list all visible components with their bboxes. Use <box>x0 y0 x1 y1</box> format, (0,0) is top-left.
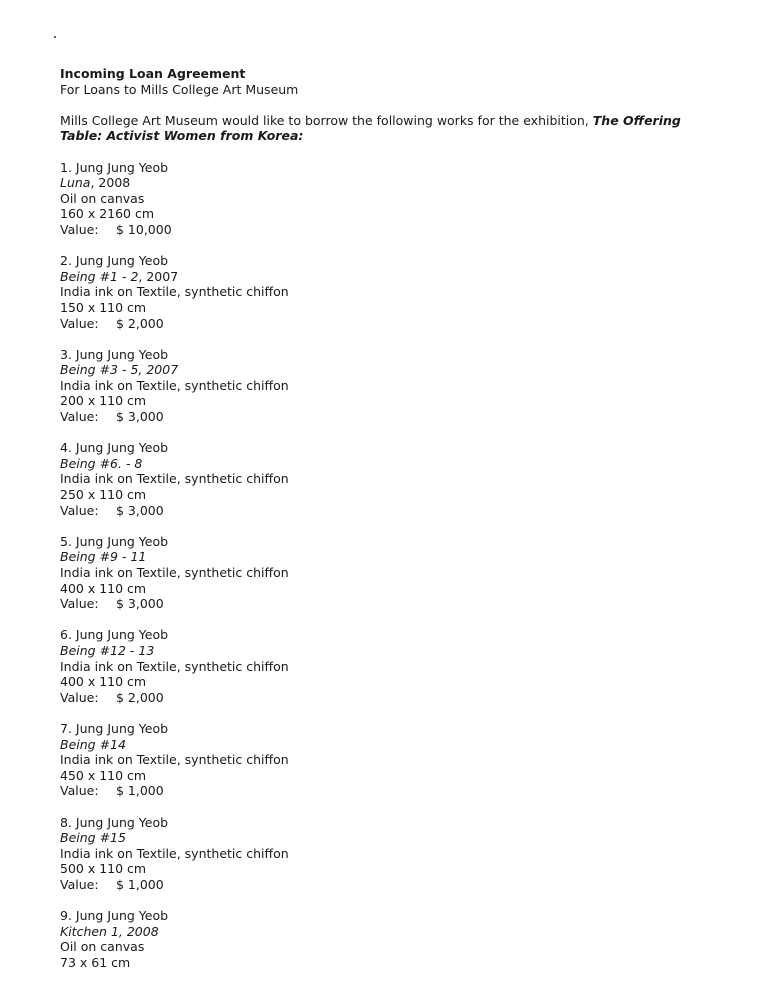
exhibition-title-part-2: Table: Activist Women from Korea: <box>60 128 304 144</box>
item-title: Being #15 <box>60 830 126 846</box>
item-value-line <box>60 222 720 238</box>
item-value-line <box>60 596 720 612</box>
item-title: Being #3 - 5, 2007 <box>60 362 179 378</box>
item-dimensions: 200 x 110 cm <box>60 393 147 409</box>
item-heading: 3. Jung Jung Yeob <box>60 346 169 362</box>
intro-text: Mills College Art Museum would like to borrow the following works for the exhibition, <box>60 112 589 128</box>
loan-item <box>60 721 720 799</box>
item-value-line <box>60 316 720 332</box>
item-title: Being #6. - 8 <box>60 455 143 471</box>
item-medium: India ink on Textile, synthetic chiffon <box>60 284 289 300</box>
item-dimensions: 250 x 110 cm <box>60 487 147 503</box>
item-dimensions: 400 x 110 cm <box>60 580 147 596</box>
loan-item <box>60 440 720 518</box>
item-value-line <box>60 409 720 425</box>
item-dimensions: 73 x 61 cm <box>60 954 131 970</box>
item-dimensions: 400 x 110 cm <box>60 674 147 690</box>
document-subtitle: For Loans to Mills College Art Museum <box>60 81 299 97</box>
item-value-label: Value: <box>60 502 99 518</box>
item-title-line <box>60 924 720 940</box>
item-medium: India ink on Textile, synthetic chiffon <box>60 565 289 580</box>
item-title: Being #14 <box>60 736 126 752</box>
item-heading: 4. Jung Jung Yeob <box>60 440 169 456</box>
item-year: , 2007 <box>138 268 179 284</box>
item-dimensions: 160 x 2160 cm <box>60 206 155 222</box>
item-value: $ 1,000 <box>116 876 164 892</box>
item-title: Being #9 - 11 <box>60 549 147 565</box>
item-value-label: Value: <box>60 783 99 799</box>
item-medium: India ink on Textile, synthetic chiffon <box>60 377 289 393</box>
item-value: $ 2,000 <box>116 689 164 705</box>
loan-item <box>60 253 720 331</box>
item-medium: Oil on canvas <box>60 939 145 955</box>
loan-item <box>60 160 720 238</box>
item-heading: 6. Jung Jung Yeob <box>60 627 169 643</box>
item-value-label: Value: <box>60 409 99 425</box>
item-title-line <box>60 549 720 565</box>
item-value-label: Value: <box>60 221 99 237</box>
item-heading: 1. Jung Jung Yeob <box>60 159 169 175</box>
loan-item <box>60 627 720 705</box>
item-heading: 9. Jung Jung Yeob <box>60 908 169 924</box>
item-title-line <box>60 737 720 753</box>
item-value: $ 3,000 <box>116 409 164 425</box>
item-heading: 8. Jung Jung Yeob <box>60 814 169 830</box>
item-dimensions: 150 x 110 cm <box>60 299 147 315</box>
item-heading: 7. Jung Jung Yeob <box>60 720 169 736</box>
item-medium: India ink on Textile, synthetic chiffon <box>60 471 289 487</box>
item-value-line <box>60 877 720 893</box>
item-title: Luna <box>60 175 91 191</box>
loan-item <box>60 347 720 425</box>
item-value-label: Value: <box>60 315 99 331</box>
loan-items-list <box>60 160 720 971</box>
intro-line-1 <box>60 113 720 129</box>
item-title: Kitchen 1, 2008 <box>60 923 159 939</box>
item-value-line <box>60 690 720 706</box>
intro-paragraph <box>60 113 720 144</box>
item-year: , 2008 <box>90 175 131 191</box>
item-heading: 5. Jung Jung Yeob <box>60 533 169 549</box>
document-page <box>60 66 720 970</box>
document-title: Incoming Loan Agreement <box>60 66 246 81</box>
loan-item <box>60 815 720 893</box>
item-title-line <box>60 175 720 191</box>
exhibition-title-part-1: The Offering <box>592 112 681 128</box>
item-dimensions: 450 x 110 cm <box>60 767 147 783</box>
item-value-label: Value: <box>60 689 99 705</box>
item-medium: India ink on Textile, synthetic chiffon <box>60 658 289 674</box>
scan-speck <box>54 36 56 38</box>
item-medium: India ink on Textile, synthetic chiffon <box>60 845 289 861</box>
item-title-line <box>60 362 720 378</box>
item-value: $ 10,000 <box>116 221 172 237</box>
item-heading: 2. Jung Jung Yeob <box>60 253 169 269</box>
item-value: $ 3,000 <box>116 596 164 612</box>
item-value: $ 1,000 <box>116 783 164 799</box>
item-value-line <box>60 783 720 799</box>
item-value-label: Value: <box>60 596 99 612</box>
item-title-line <box>60 643 720 659</box>
item-value: $ 2,000 <box>116 315 164 331</box>
item-title: Being #12 - 13 <box>60 642 155 658</box>
loan-item <box>60 534 720 612</box>
item-medium: Oil on canvas <box>60 190 145 206</box>
item-value: $ 3,000 <box>116 502 164 518</box>
item-value-label: Value: <box>60 876 99 892</box>
item-title-line <box>60 269 720 285</box>
item-dimensions: 500 x 110 cm <box>60 861 147 877</box>
item-title-line <box>60 830 720 846</box>
loan-item <box>60 908 720 970</box>
item-value-line <box>60 503 720 519</box>
item-medium: India ink on Textile, synthetic chiffon <box>60 752 289 768</box>
item-title: Being #1 - 2 <box>60 268 139 284</box>
item-title-line <box>60 456 720 472</box>
